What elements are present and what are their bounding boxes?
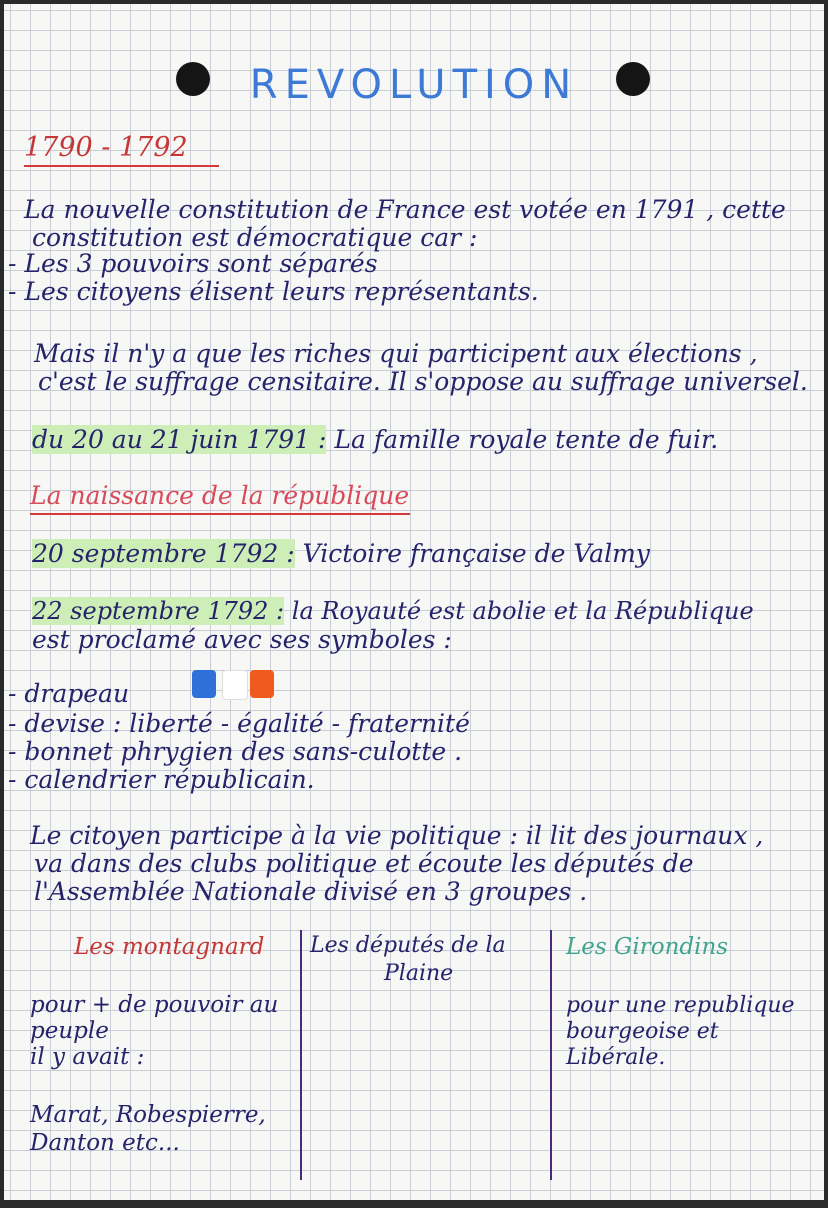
date-line	[32, 426, 718, 453]
symbol-item: - devise : liberté - égalité - fraternité	[8, 709, 470, 738]
text-line: va dans des clubs politique et écoute les députés de	[34, 849, 694, 878]
flag-stripe-white	[222, 670, 248, 700]
date-description: Victoire française de Valmy	[302, 539, 650, 568]
group-title-girondins: Les Girondins	[566, 934, 729, 960]
group-text: pour + de pouvoir au	[30, 992, 279, 1018]
flag-stripe-blue	[192, 670, 216, 698]
group-title-plaine: Les députés de la	[310, 933, 506, 958]
list-item: - Les citoyens élisent leurs représentants.	[8, 277, 539, 306]
notebook-page	[4, 4, 824, 1200]
text-line: La nouvelle constitution de France est votée en 1791 , cette	[24, 195, 786, 224]
symbol-item: - bonnet phrygien des sans-culotte .	[8, 737, 463, 766]
text-line: Le citoyen participe à la vie politique : il lit des journaux ,	[30, 821, 764, 850]
section-heading-republique: La naissance de la république	[30, 482, 410, 515]
column-divider	[300, 930, 302, 1180]
text-line: est proclamé avec ses symboles :	[32, 625, 452, 654]
text-line: Mais il n'y a que les riches qui participent aux élections ,	[34, 339, 758, 368]
date-description: la Royauté est abolie et la République	[291, 597, 754, 625]
date-line	[32, 598, 754, 625]
section-heading-dates: 1790 - 1792	[24, 134, 219, 167]
highlighted-date: du 20 au 21 juin 1791 :	[32, 425, 327, 454]
symbol-item: - calendrier républicain.	[8, 765, 315, 794]
group-title-plaine-2: Plaine	[384, 961, 454, 986]
symbol-item: - drapeau	[8, 679, 130, 708]
group-text: bourgeoise et	[566, 1019, 719, 1044]
group-text: il y avait :	[30, 1044, 145, 1070]
highlighted-date: 22 septembre 1792 :	[32, 597, 285, 625]
list-item: - Les 3 pouvoirs sont séparés	[8, 249, 378, 278]
group-text: peuple	[30, 1018, 109, 1044]
group-title-montagnards: Les montagnard	[74, 934, 265, 960]
flag-stripe-red	[250, 670, 274, 698]
group-text: Danton etc...	[30, 1130, 180, 1156]
group-text: Marat, Robespierre,	[30, 1102, 266, 1128]
date-line	[32, 540, 650, 567]
date-description: La famille royale tente de fuir.	[334, 425, 719, 454]
column-divider	[550, 930, 552, 1180]
text-line: constitution est démocratique car :	[32, 223, 478, 252]
group-text: Libérale.	[566, 1045, 666, 1070]
highlighted-date: 20 septembre 1792 :	[32, 539, 295, 568]
page-title: REVOLUTION	[249, 62, 579, 108]
group-text: pour une republique	[566, 993, 795, 1018]
text-line: l'Assemblée Nationale divisé en 3 groupes .	[34, 877, 588, 906]
text-line: c'est le suffrage censitaire. Il s'oppose au suffrage universel.	[38, 367, 808, 396]
